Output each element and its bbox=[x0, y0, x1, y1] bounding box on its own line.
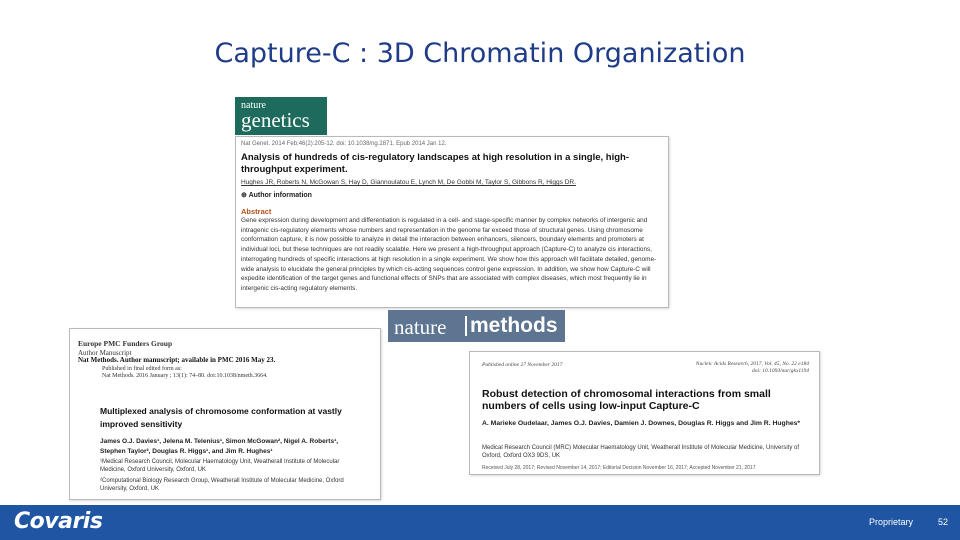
abstract-heading: Abstract bbox=[241, 207, 272, 216]
slide-title: Capture-C : 3D Chromatin Organization bbox=[214, 38, 746, 69]
author-manuscript-label: Author Manuscript bbox=[78, 349, 132, 357]
plus-icon: ⊕ bbox=[241, 192, 249, 199]
nature-genetics-logo bbox=[235, 97, 327, 135]
paper-authors: Hughes JR, Roberts N, McGowan S, Hay D, Giannoulatou E, Lynch M, De Gobbi M, Taylor S, Gibbons R, Higgs DR. bbox=[241, 179, 576, 186]
paper-title: Analysis of hundreds of cis-regulatory landscapes at high resolution in a single, high-throughput experiment. bbox=[241, 152, 629, 175]
footer-bar bbox=[0, 505, 960, 540]
affiliation: Medical Research Council (MRC) Molecular Haematology Unit, Weatherall Institute of Molecular Medicine, University of Oxford, Oxford OX3 9DS, UK bbox=[482, 445, 800, 459]
nature-methods-logo bbox=[388, 310, 565, 342]
paper-citation: Nat Genet. 2014 Feb;46(2):205-12. doi: 10.1038/ng.2871. Epub 2014 Jan 12. bbox=[241, 141, 447, 147]
submission-dates: Received July 28, 2017; Revised November 14, 2017; Editorial Decision November 16, 2017; Accepted November 21, 2017 bbox=[482, 465, 756, 471]
abstract-text: Gene expression during development and differentiation is regulated in a cell- and stage-specific manner by complex networks of intergenic and intragenic cis-regulatory elements whose numbers and representation in the genome far exceed those of structural genes. Using chromosome conformation capture, it is now possible to analyze in detail the interaction between enhancers, silencers, boundary elements and promoters at individual loci, but these techniques are not readily scalable. Here we present a high-throughput approach (Capture-C) to analyze cis interactions, interrogating hundreds of specific interactions at high resolution in a single experiment. We show how this approach will facilitate detailed, genome-wide analysis to elucidate the general principles by which cis-acting sequences control gene expression. In addition, we show how Capture-C will expedite identification of the target genes and functional effects of SNPs that are associated with complex diseases, which most frequently lie in intergenic cis-acting regulatory elements. bbox=[241, 217, 657, 292]
proprietary-label: Proprietary bbox=[868, 517, 913, 527]
covaris-logo: Covaris bbox=[14, 509, 103, 534]
paper-card-nature-methods bbox=[69, 328, 381, 500]
published-line: Published in final edited form as: bbox=[102, 366, 182, 372]
availability-line: Nat Methods. Author manuscript; available in PMC 2016 May 23. bbox=[78, 356, 276, 364]
logo-word-nature: nature bbox=[394, 315, 447, 339]
author-information-toggle[interactable] bbox=[241, 191, 312, 199]
funders-group-label: Europe PMC Funders Group bbox=[78, 339, 173, 348]
paper-card-nature-genetics bbox=[235, 136, 669, 308]
paper-authors: A. Marieke Oudelaar, James O.J. Davies, Damien J. Downes, Douglas R. Higgs and Jim R. Hughes* bbox=[482, 420, 801, 427]
publication-citation: Nat Methods. 2016 January ; 13(1): 74–80. doi:10.1038/nmeth.3664. bbox=[102, 373, 268, 379]
author-information-label: Author information bbox=[248, 192, 312, 199]
logo-word-genetics: genetics bbox=[241, 108, 310, 132]
journal-reference: Nucleic Acids Research, 2017, Vol. 45, No. 22 e184 bbox=[695, 361, 809, 367]
logo-divider bbox=[465, 316, 467, 336]
paper-title: Robust detection of chromosomal interactions from small numbers of cells using low-input Capture-C bbox=[482, 388, 771, 412]
published-date: Published online 27 November 2017 bbox=[482, 362, 563, 368]
affiliation-1: ¹Medical Research Council, Molecular Haematology Unit, Weatherall Institute of Molecular Medicine, Oxford University, Oxford, UK bbox=[100, 459, 340, 473]
page-number: 52 bbox=[937, 517, 948, 527]
affiliation-2: ²Computational Biology Research Group, Weatherall Institute of Molecular Medicine, Oxford University, Oxford, UK bbox=[100, 478, 344, 492]
journal-doi: doi: 10.1093/nar/gkx1194 bbox=[751, 368, 809, 374]
paper-card-nucleic-acids-research bbox=[469, 351, 820, 475]
paper-title: Multiplexed analysis of chromosome conformation at vastly improved sensitivity bbox=[100, 406, 342, 429]
logo-word-nature: nature bbox=[241, 100, 266, 111]
paper-authors: James O.J. Davies¹, Jelena M. Telenius¹, Simon McGowan², Nigel A. Roberts¹, Stephen Taylor², Douglas R. Higgs¹, and Jim R. Hughes¹ bbox=[100, 438, 339, 455]
logo-word-methods: methods bbox=[470, 314, 558, 337]
